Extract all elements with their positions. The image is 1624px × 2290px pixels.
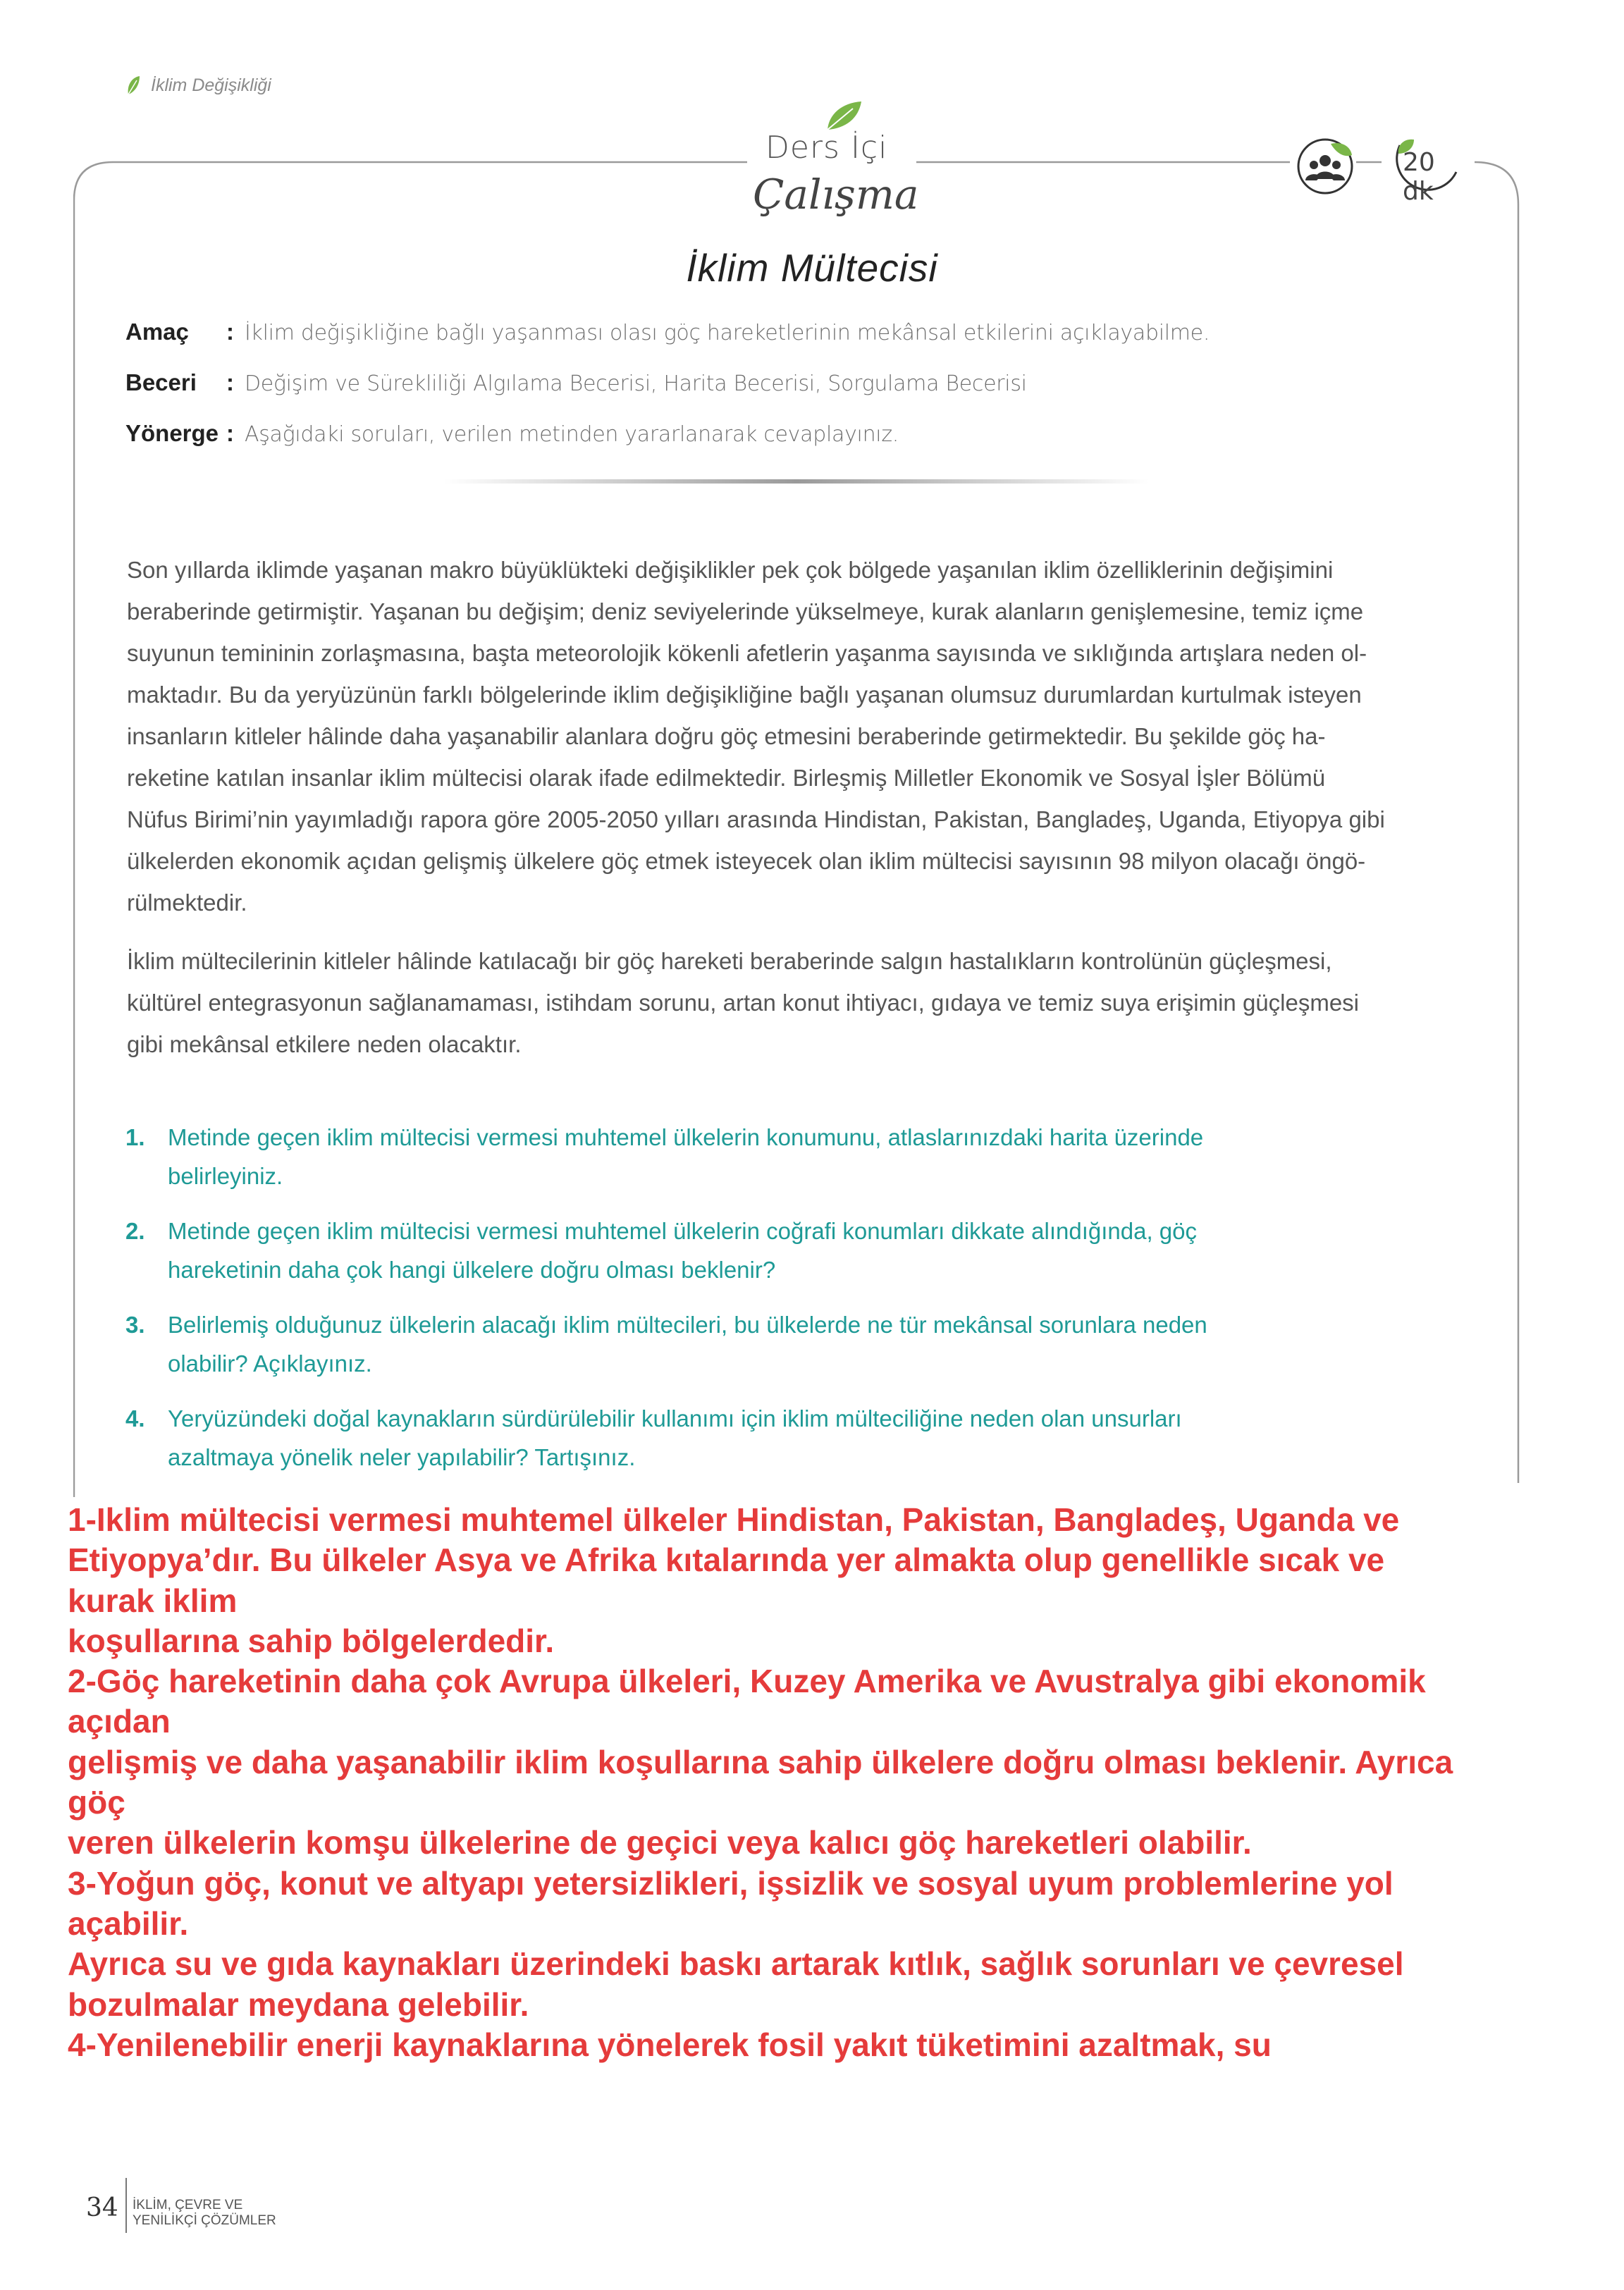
answer-line: 2-Göç hareketinin daha çok Avrupa ülkeleri, Kuzey Amerika ve Avustralya gibi ekonomik [68, 1663, 1426, 1700]
answer-line: veren ülkelerin komşu ülkelerine de geçici veya kalıcı göç hareketleri olabilir. [68, 1824, 1252, 1861]
paragraph-line: rülmektedir. [127, 889, 247, 916]
body-paragraph-1 [127, 549, 1469, 923]
question-number: 2. [125, 1218, 145, 1244]
question-text [168, 1305, 1479, 1383]
meta-label: Amaç [125, 319, 189, 345]
question-line: azaltmaya yönelik neler yapılabilir? Tartışınız. [168, 1444, 636, 1470]
meta-text: Değişim ve Sürekliliği Algılama Becerisi, Harita Becerisi, Sorgulama Becerisi [245, 371, 1027, 396]
question-line: belirleyiniz. [168, 1163, 283, 1189]
leaf-icon [125, 75, 141, 96]
paragraph-line: maktadır. Bu da yeryüzünün farklı bölgelerinde iklim değişikliğine bağlı yaşanan olumsuz durumlardan kurtulmak isteyen [127, 682, 1362, 708]
answer-line: göç [68, 1784, 125, 1821]
page-title: İklim Mültecisi [686, 246, 938, 290]
answer-line: 4-Yenilenebilir enerji kaynaklarına yönelerek fosil yakıt tüketimini azaltmak, su [68, 2026, 1272, 2063]
footer-title-line: İKLİM, ÇEVRE VE [133, 2198, 243, 2212]
paragraph-line: insanların kitleler hâlinde daha yaşanabilir alanlara doğru göç etmesini beraberinde getirmektedir. Bu şekilde göç ha- [127, 723, 1326, 749]
meta-text: İklim değişikliğine bağlı yaşanması olası göç hareketlerinin mekânsal etkilerini açıklayabilme. [245, 321, 1210, 345]
footer-book-title [133, 2198, 276, 2229]
paragraph-line: reketine katılan insanlar iklim mültecisi olarak ifade edilmektedir. Birleşmiş Milletler Ekonomik ve Sosyal İşler Bölümü [127, 765, 1326, 791]
answer-line: Etiyopya’dır. Bu ülkeler Asya ve Afrika kıtalarında yer almakta olup genellikle sıcak ve [68, 1541, 1385, 1579]
logo-bottom-text: Çalışma [753, 171, 919, 218]
answer-line: açıdan [68, 1703, 171, 1740]
answer-line: açabilir. [68, 1904, 189, 1942]
meta-text: Aşağıdaki soruları, verilen metinden yararlanarak cevaplayınız. [245, 422, 899, 447]
paragraph-line: İklim mültecilerinin kitleler hâlinde katılacağı bir göç hareketi beraberinde salgın hastalıkların kontrolünün güçleşmesi, [127, 948, 1332, 974]
meta-label: Yönerge [125, 420, 219, 446]
logo-top-text: Ders İçi [765, 130, 888, 166]
question-number: 3. [125, 1312, 145, 1338]
question-line: Metinde geçen iklim mültecisi vermesi muhtemel ülkelerin konumunu, atlaslarınızdaki harita üzerinde [168, 1124, 1204, 1150]
running-header-text: İklim Değişikliği [151, 75, 271, 95]
question-line: hareketinin daha çok hangi ülkelere doğru olması beklenir? [168, 1257, 776, 1283]
question-line: Belirlemiş olduğunuz ülkelerin alacağı iklim mültecileri, bu ülkelerde ne tür mekânsal sorunlara neden [168, 1312, 1207, 1338]
meta-beceri [125, 369, 1027, 396]
meta-yonerge [125, 420, 899, 447]
footer-divider [125, 2178, 127, 2233]
answer-line: koşullarına sahip bölgelerdedir. [68, 1622, 555, 1659]
divider [444, 479, 1149, 484]
paragraph-line: ülkelerden ekonomik açıdan gelişmiş ülkelere göç etmek isteyecek olan iklim mültecisi sayısının 98 milyon olacağı öngö- [127, 848, 1366, 874]
duration-badge [1383, 137, 1460, 206]
question-number: 4. [125, 1405, 145, 1432]
meta-amac [125, 319, 1210, 345]
question-text [168, 1399, 1479, 1477]
meta-colon: : [226, 369, 234, 395]
question-text [168, 1212, 1479, 1289]
paragraph-line: beraberinde getirmiştir. Yaşanan bu değişim; deniz seviyelerinde yükselmeye, kurak alanların genişlemesine, temiz içme [127, 598, 1364, 624]
question-3 [125, 1305, 1472, 1383]
paragraph-line: kültürel entegrasyonun sağlanamaması, istihdam sorunu, artan konut ihtiyacı, gıdaya ve temiz suya erişimin güçleşmesi [127, 990, 1360, 1016]
footer-title-line: YENİLİKÇİ ÇÖZÜMLER [133, 2213, 276, 2228]
meta-colon: : [226, 420, 234, 446]
paragraph-line: gibi mekânsal etkilere neden olacaktır. [127, 1031, 522, 1057]
answer-line: kurak iklim [68, 1582, 238, 1619]
answer-line: Ayrıca su ve gıda kaynakları üzerindeki baskı artarak kıtlık, sağlık sorunları ve çevresel [68, 1945, 1404, 1983]
question-line: Metinde geçen iklim mültecisi vermesi muhtemel ülkelerin coğrafi konumları dikkate alındığında, göç [168, 1218, 1197, 1244]
question-line: olabilir? Açıklayınız. [168, 1350, 372, 1377]
running-header [125, 75, 271, 96]
answer-line: gelişmiş ve daha yaşanabilir iklim koşullarına sahip ülkelere doğru olması beklenir. Ayrıca [68, 1743, 1453, 1780]
paragraph-line: suyunun temininin zorlaşmasına, başta meteorolojik kökenli afetlerin yaşanma sayısında ve sıklığında artışlara neden ol- [127, 640, 1367, 666]
logo-leaf-icon [825, 100, 864, 133]
page-number: 34 [86, 2193, 118, 2222]
meta-colon: : [226, 319, 234, 345]
meta-label: Beceri [125, 369, 197, 395]
question-2 [125, 1212, 1472, 1289]
body-paragraph-2 [127, 940, 1469, 1065]
question-number: 1. [125, 1124, 145, 1150]
question-line: Yeryüzündeki doğal kaynakların sürdürülebilir kullanımı için iklim mülteciliğine neden olan unsurları [168, 1405, 1182, 1432]
paragraph-line: Son yıllarda iklimde yaşanan makro büyüklükteki değişiklikler pek çok bölgede yaşanılan iklim özelliklerinin değişimini [127, 557, 1334, 583]
paragraph-line: Nüfus Birimi’nin yayımladığı rapora göre 2005-2050 yılları arasında Hindistan, Pakistan, Bangladeş, Uganda, Etiyopya gibi [127, 806, 1385, 832]
duration-text: 20 dk [1403, 148, 1435, 206]
question-4 [125, 1399, 1472, 1477]
ders-ici-calisma-logo [749, 99, 919, 226]
answer-text-block [68, 1500, 1604, 2065]
question-text [168, 1118, 1479, 1195]
answer-line: 3-Yoğun göç, konut ve altyapı yetersizlikleri, işsizlik ve sosyal uyum problemlerine yol [68, 1864, 1394, 1902]
answer-line: bozulmalar meydana gelebilir. [68, 1986, 529, 2023]
group-work-icon [1296, 137, 1355, 196]
answer-line: 1-Iklim mültecisi vermesi muhtemel ülkeler Hindistan, Pakistan, Bangladeş, Uganda ve [68, 1501, 1400, 1538]
question-1 [125, 1118, 1472, 1195]
